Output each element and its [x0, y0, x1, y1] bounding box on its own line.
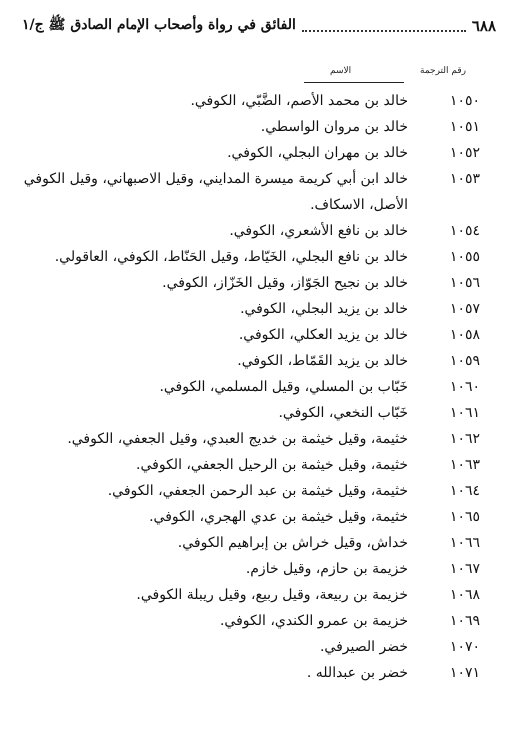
entry-name-line: خزيمة بن حازم، وقيل خازم. [245, 561, 408, 577]
entry-name-line: خالد ابن أبي كريمة ميسرة المدايني، وقيل الاصبهاني، وقيل الكوفي [23, 171, 408, 187]
entry-name [28, 218, 408, 244]
column-header-number: رقم الترجمة [420, 66, 467, 76]
entry-name [28, 530, 408, 556]
entry-name [28, 348, 408, 374]
entry-name-line: خضر الصيرفي. [319, 639, 408, 655]
entry-name [28, 660, 408, 686]
entry-row [0, 88, 516, 114]
entry-number: ١٠٦٣ [449, 457, 480, 473]
entry-number: ١٠٥٢ [449, 145, 480, 161]
entry-name [28, 322, 408, 348]
entry-number: ١٠٦٩ [449, 613, 480, 629]
entry-number: ١٠٧٠ [449, 639, 480, 655]
entry-name [28, 504, 408, 530]
entry-number: ١٠٥٥ [449, 249, 480, 265]
entry-number: ١٠٥١ [449, 119, 480, 135]
entry-number: ١٠٦١ [449, 405, 480, 421]
entry-name-line: خَبّاب النخعي، الكوفي. [278, 405, 408, 421]
entry-name [28, 452, 408, 478]
entry-row [0, 322, 516, 348]
page-number: ٦٨٨ [471, 17, 496, 35]
entry-number: ١٠٦٢ [449, 431, 480, 447]
entry-name [28, 582, 408, 608]
entry-name [28, 608, 408, 634]
entry-name-line: خثيمة، وقيل خيثمة بن الرحيل الجعفي، الكوفي. [136, 457, 408, 473]
entry-name [28, 556, 408, 582]
entry-number: ١٠٦٧ [449, 561, 480, 577]
entry-number: ١٠٧١ [449, 665, 480, 681]
entry-name-line: خثيمة، وقيل خيثمة بن عدي الهجري، الكوفي. [149, 509, 408, 525]
entry-name [23, 166, 408, 218]
entry-number: ١٠٦٥ [449, 509, 480, 525]
entry-name-line: خالد بن يزيد القَمّاط، الكوفي. [237, 353, 408, 369]
entry-name-line: خالد بن نافع البجلي، الخَيّاط، وقيل الحَنّاط، الكوفي، العاقولي. [54, 249, 408, 265]
entry-list [0, 88, 516, 686]
entry-number: ١٠٦٤ [449, 483, 480, 499]
entry-name-line: خالد بن مهران البجلي، الكوفي. [227, 145, 408, 161]
dot-leader [302, 20, 466, 32]
entry-row [0, 374, 516, 400]
entry-name [28, 634, 408, 660]
entry-name [28, 374, 408, 400]
entry-row [0, 582, 516, 608]
entry-name-line: خَبّاب بن المسلي، وقيل المسلمي، الكوفي. [159, 379, 408, 395]
entry-name-line: خالد بن يزيد العكلي، الكوفي. [238, 327, 408, 343]
entry-number: ١٠٥٦ [449, 275, 480, 291]
entry-row [0, 556, 516, 582]
entry-name [28, 400, 408, 426]
entry-number: ١٠٥٤ [449, 223, 480, 239]
entry-row [0, 478, 516, 504]
entry-name [28, 478, 408, 504]
entry-row [0, 608, 516, 634]
entry-row [0, 452, 516, 478]
entry-number: ١٠٦٠ [449, 379, 480, 395]
entry-name-line: خالد بن محمد الأصم، الضَّبّي، الكوفي. [190, 93, 408, 109]
entry-name [28, 296, 408, 322]
entry-name-line: الأصل، الاسكاف. [310, 197, 408, 213]
entry-number: ١٠٥٨ [449, 327, 480, 343]
entry-name [28, 244, 408, 270]
entry-name-line: خالد بن نجيح الجَوّاز، وقيل الخَزّاز، الكوفي. [162, 275, 408, 291]
entry-name-line: خثيمة، وقيل خيثمة بن خديج العبدي، وقيل الجعفي، الكوفي. [67, 431, 408, 447]
entry-number: ١٠٦٨ [449, 587, 480, 603]
entry-name-line: خالد بن نافع الأشعري، الكوفي. [229, 223, 408, 239]
book-title: الفائق في رواة وأصحاب الإمام الصادق ﷺ ج/١ [22, 17, 296, 33]
entry-row [0, 634, 516, 660]
column-header-name: الاسم [330, 66, 352, 76]
entry-name [28, 426, 408, 452]
entry-name-line: خزيمة بن عمرو الكندي، الكوفي. [219, 613, 408, 629]
entry-name [28, 88, 408, 114]
entry-name-line: خزيمة بن ربيعة، وقيل ربيع، وقيل ريبلة الكوفي. [136, 587, 408, 603]
entry-row [0, 504, 516, 530]
entry-row [0, 296, 516, 322]
entry-row [0, 244, 516, 270]
entry-number: ١٠٥٠ [449, 93, 480, 109]
entry-row [0, 530, 516, 556]
entry-row [0, 270, 516, 296]
entry-number: ١٠٥٧ [449, 301, 480, 317]
running-head [22, 14, 496, 38]
entry-row [0, 218, 516, 244]
entry-name-line: خالد بن مروان الواسطي. [260, 119, 408, 135]
entry-name [28, 140, 408, 166]
entry-row [0, 426, 516, 452]
entry-name-line: خثيمة، وقيل خيثمة بن عبد الرحمن الجعفي، الكوفي. [107, 483, 408, 499]
entry-name [28, 114, 408, 140]
entry-row [0, 140, 516, 166]
entry-name-line: خالد بن يزيد البجلي، الكوفي. [240, 301, 408, 317]
entry-name-line: خضر بن عبدالله . [306, 665, 408, 681]
entry-row [0, 660, 516, 686]
entry-name [28, 270, 408, 296]
entry-number: ١٠٥٩ [449, 353, 480, 369]
entry-row [0, 400, 516, 426]
entry-name-line: خداش، وقيل خراش بن إبراهيم الكوفي. [177, 535, 408, 551]
entry-row [0, 166, 516, 218]
entry-row [0, 348, 516, 374]
entry-row [0, 114, 516, 140]
column-headers [0, 66, 516, 82]
header-rule [304, 82, 404, 83]
entry-number: ١٠٥٣ [449, 171, 480, 187]
entry-number: ١٠٦٦ [449, 535, 480, 551]
